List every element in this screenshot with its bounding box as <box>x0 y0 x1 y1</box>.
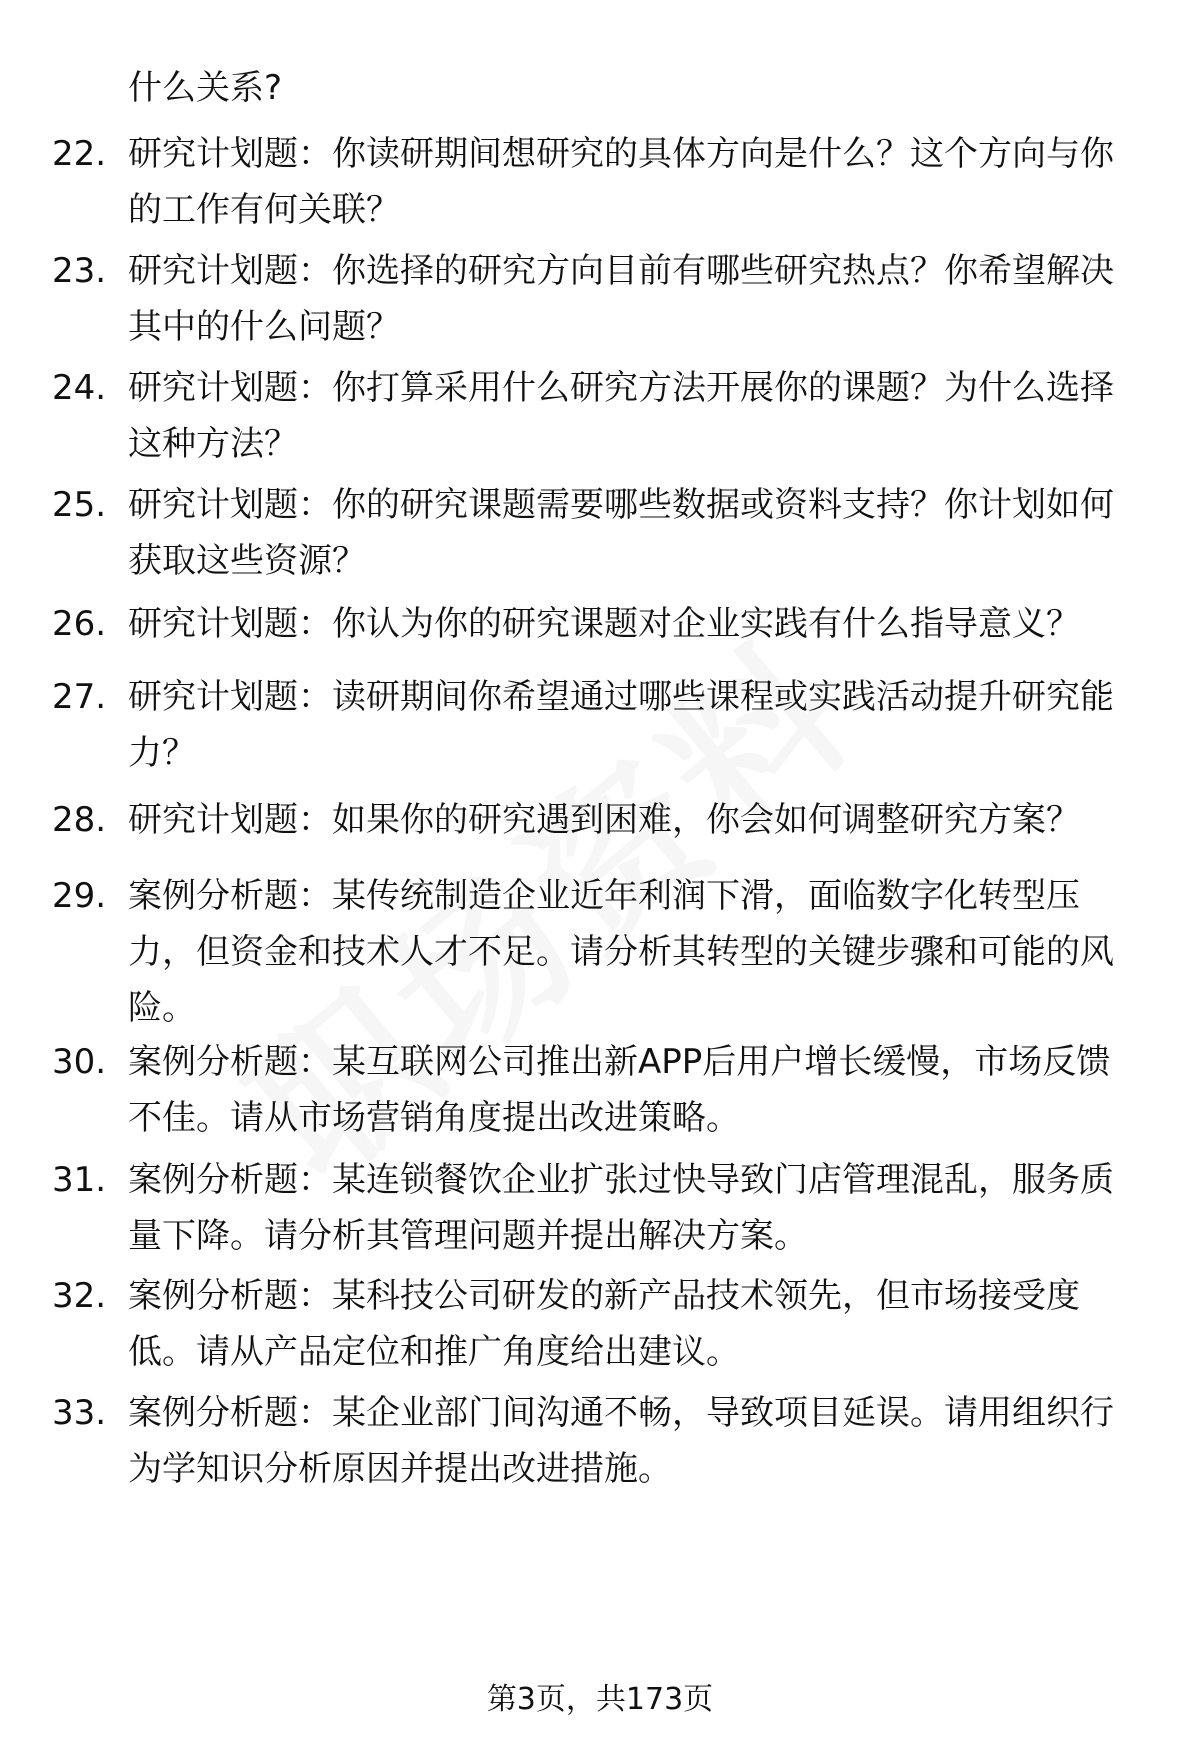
question-number: 25. <box>52 485 107 525</box>
question-number: 26. <box>52 604 107 644</box>
question-text: 案例分析题：某传统制造企业近年利润下滑，面临数字化转型压力，但资金和技术人才不足。请分析其转型的关键步骤和可能的风险。 <box>128 876 1114 1028</box>
question-number: 29. <box>52 876 107 916</box>
page-number-footer: 第3页，共173页 <box>486 1682 714 1717</box>
question-text: 研究计划题：如果你的研究遇到困难，你会如何调整研究方案？ <box>128 800 1080 840</box>
continuation-text: 什么关系? <box>128 68 283 108</box>
question-number: 27. <box>52 677 107 717</box>
question-text: 研究计划题：你的研究课题需要哪些数据或资料支持？你计划如何获取这些资源？ <box>128 485 1114 581</box>
question-item <box>52 477 1142 589</box>
question-item <box>52 1268 1142 1380</box>
question-item <box>52 792 1142 848</box>
question-text: 研究计划题：你打算采用什么研究方法开展你的课题？为什么选择这种方法？ <box>128 368 1114 464</box>
question-item <box>52 1034 1142 1146</box>
question-text: 研究计划题：读研期间你希望通过哪些课程或实践活动提升研究能力？ <box>128 677 1114 773</box>
question-item <box>52 126 1142 238</box>
question-item <box>52 1152 1142 1264</box>
question-text: 研究计划题：你读研期间想研究的具体方向是什么？这个方向与你的工作有何关联？ <box>128 134 1114 230</box>
question-text: 案例分析题：某科技公司研发的新产品技术领先，但市场接受度低。请从产品定位和推广角度给出建议。 <box>128 1276 1080 1372</box>
question-item <box>52 360 1142 472</box>
question-text: 案例分析题：某企业部门间沟通不畅，导致项目延误。请用组织行为学知识分析原因并提出改进措施。 <box>128 1393 1114 1489</box>
question-number: 24. <box>52 368 107 408</box>
question-number: 31. <box>52 1160 107 1200</box>
question-item <box>52 1385 1142 1497</box>
question-number: 22. <box>52 134 107 174</box>
question-text: 研究计划题：你认为你的研究课题对企业实践有什么指导意义？ <box>128 604 1080 644</box>
question-number: 32. <box>52 1276 107 1316</box>
question-number: 30. <box>52 1042 107 1082</box>
question-text: 案例分析题：某连锁餐饮企业扩张过快导致门店管理混乱，服务质量下降。请分析其管理问题并提出解决方案。 <box>128 1160 1114 1256</box>
question-number: 23. <box>52 251 107 291</box>
question-item <box>52 596 1142 652</box>
question-item <box>52 669 1142 781</box>
question-item <box>52 868 1142 1036</box>
question-number: 33. <box>52 1393 107 1433</box>
question-text: 案例分析题：某互联网公司推出新APP后用户增长缓慢，市场反馈不佳。请从市场营销角度提出改进策略。 <box>128 1042 1111 1138</box>
question-text: 研究计划题：你选择的研究方向目前有哪些研究热点？你希望解决其中的什么问题？ <box>128 251 1114 347</box>
question-item <box>52 243 1142 355</box>
question-number: 28. <box>52 800 107 840</box>
